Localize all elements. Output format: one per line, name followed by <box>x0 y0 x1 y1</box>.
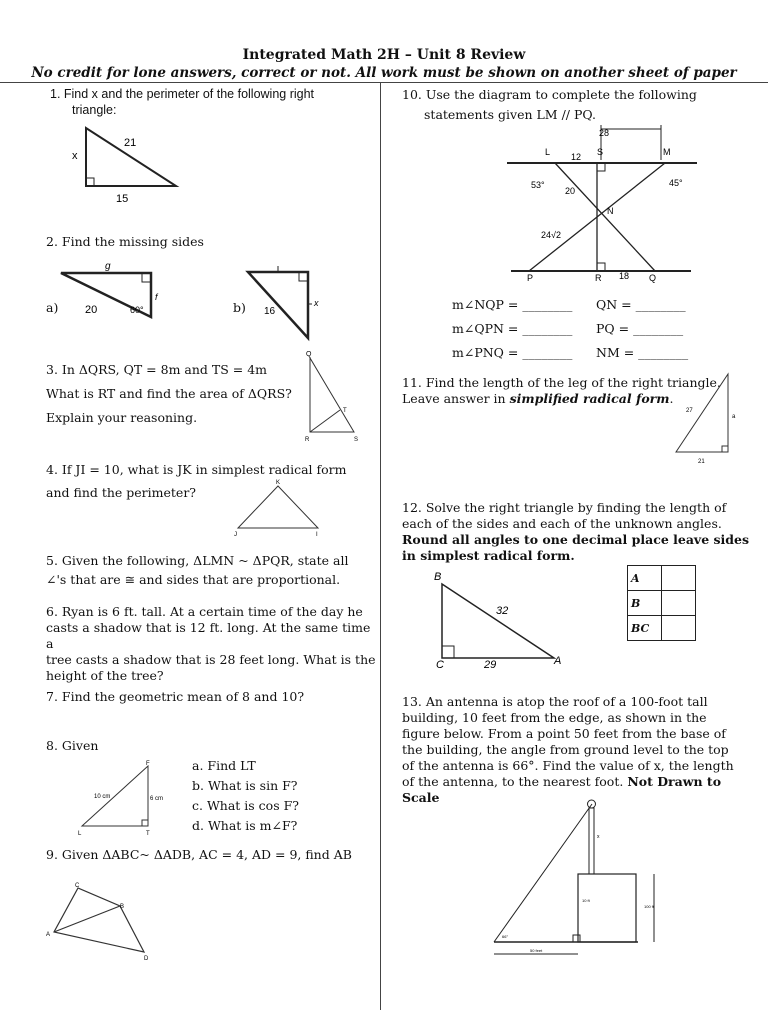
q10-blank-pq[interactable]: PQ = ________ <box>596 321 684 336</box>
q11-figure <box>670 370 750 470</box>
q10-blank-qpn[interactable]: m∠QPN = ________ <box>452 321 573 336</box>
page-title: Integrated Math 2H – Unit 8 Review <box>242 47 526 63</box>
q2b-right-angle <box>299 272 308 281</box>
q13-line1: 13. An antenna is atop the roof of a 100-foot tall <box>402 694 708 709</box>
q10-blanks-left <box>452 293 572 365</box>
q8-part-b: b. What is sin F? <box>192 778 298 793</box>
q13-label-10: 10 ft <box>582 898 590 903</box>
q13-right-angle <box>573 935 580 942</box>
q12-line1: 12. Solve the right triangle by finding the length of <box>402 500 727 515</box>
q2b-triangle <box>248 272 308 338</box>
q8-text: 8. Given <box>46 738 99 753</box>
q4-line2: and find the perimeter? <box>46 485 197 500</box>
q11-triangle <box>676 374 728 452</box>
q9-label-a: A <box>46 932 51 938</box>
q13-line6: of the antenna, to the nearest foot. <box>402 774 624 789</box>
page-subtitle: No credit for lone answers, correct or not. All work must be shown on another sheet of paper <box>31 65 737 81</box>
q4-label-i: I <box>316 532 318 538</box>
q12-label-c: C <box>436 659 444 670</box>
q3-label-q: Q <box>306 351 312 358</box>
q12-triangle <box>442 584 554 658</box>
q13-label-50: 50 feet <box>530 948 543 953</box>
q3-label-r: R <box>305 437 310 443</box>
q10-label-45: 45° <box>669 178 683 188</box>
q8-part-c: c. What is cos F? <box>192 798 299 813</box>
q5-line1: 5. Given the following, ΔLMN ~ ΔPQR, state all <box>46 553 349 568</box>
q6-line4: height of the tree? <box>46 668 164 683</box>
q8-label-t: T <box>146 831 150 837</box>
q12-table-row-bc: BC <box>628 616 662 641</box>
q1-label-x: x <box>72 150 78 162</box>
q6-line3: tree casts a shadow that is 28 feet long. What is the <box>46 652 376 667</box>
q12-label-a: A <box>554 655 562 667</box>
q10-text <box>402 85 762 125</box>
q9-diagonal <box>54 906 120 932</box>
q2b-figure <box>240 262 340 342</box>
q6-line1: 6. Ryan is 6 ft. tall. At a certain time of the day he <box>46 604 363 619</box>
q2b-label-side: 16 <box>264 306 276 317</box>
q9-label-c: C <box>75 883 80 889</box>
q3-line3: Explain your reasoning. <box>46 410 198 425</box>
q12-text <box>402 500 762 564</box>
q12-line3: Round all angles to one decimal place leave sides <box>402 532 750 547</box>
q4-triangle <box>238 486 318 528</box>
q12-figure <box>430 568 570 670</box>
q13-label-100: 100 ft <box>644 904 655 909</box>
q9-label-d: D <box>144 956 149 962</box>
q13-building <box>578 874 636 942</box>
q1-label-base: 15 <box>116 193 129 205</box>
q9-figure <box>40 880 160 965</box>
q13-line6-wrap <box>402 774 762 790</box>
q4-figure <box>228 476 328 538</box>
q10-label-20: 20 <box>565 186 576 196</box>
q10-figure <box>505 125 705 285</box>
q1-line2: triangle: <box>72 103 117 117</box>
q10-label-12: 12 <box>571 152 582 162</box>
q6-text <box>46 604 376 684</box>
header-divider <box>0 82 768 83</box>
q9-text: 9. Given ΔABC~ ΔADB, AC = 4, AD = 9, find AB <box>46 847 352 862</box>
q11-line2-plain: Leave answer in <box>402 391 510 406</box>
q13-scale: Scale <box>402 790 440 805</box>
q1-label-hyp: 21 <box>124 137 137 149</box>
q11-line2-end: . <box>669 391 674 406</box>
q8-label-leg: 6 cm <box>150 796 164 802</box>
q10-blanks-right <box>596 293 688 365</box>
q12-right-angle <box>442 646 454 658</box>
q8-label-f: F <box>146 761 150 767</box>
q10-label-p: P <box>527 273 534 283</box>
q13-line2: building, 10 feet from the edge, as shown in the <box>402 710 707 725</box>
q10-label-s: S <box>597 147 604 157</box>
q2-a-label: a) <box>46 300 59 315</box>
q4-label-k: K <box>276 480 281 486</box>
q10-blank-nqp[interactable]: m∠NQP = ________ <box>452 297 573 312</box>
q10-transversal-lq <box>555 163 655 271</box>
q10-blank-nm[interactable]: NM = ________ <box>596 345 689 360</box>
q10-line1: 10. Use the diagram to complete the following <box>402 87 697 102</box>
q2a-label-f: f <box>155 292 158 302</box>
q13-line3: figure below. From a point 50 feet from the base of <box>402 726 726 741</box>
q5-line2: ∠'s that are ≅ and sides that are proportional. <box>46 572 341 587</box>
q1-text <box>50 86 370 118</box>
q4-line1: 4. If JI = 10, what is JK in simplest radical form <box>46 462 347 477</box>
q10-label-24: 24√2 <box>541 230 561 240</box>
q6-line2: casts a shadow that is 12 ft. long. At the same time a <box>46 620 371 651</box>
q2a-label-g: g <box>105 261 111 272</box>
q9-label-b: B <box>120 904 125 910</box>
q8-figure <box>74 760 174 840</box>
q3-altitude <box>310 410 340 432</box>
q12-table-cell-bc[interactable] <box>662 616 696 641</box>
q2-b-label: b) <box>233 300 246 315</box>
q3-line1: 3. In ΔQRS, QT = 8m and TS = 4m <box>46 362 268 377</box>
q11-label-a: a <box>732 414 736 420</box>
q1-line1: 1. Find x and the perimeter of the following right <box>50 87 315 101</box>
q12-line2: each of the sides and each of the unknown angles. <box>402 516 722 531</box>
q5-text <box>46 551 376 589</box>
q3-line2: What is RT and find the area of ΔQRS? <box>46 386 292 401</box>
q12-line4: in simplest radical form. <box>402 548 575 563</box>
q10-label-l: L <box>545 147 551 157</box>
q11-right-angle <box>722 446 728 452</box>
q12-label-base: 29 <box>484 659 497 670</box>
q12-table-cell-b[interactable] <box>662 591 696 616</box>
q8-label-hyp: 10 cm <box>94 794 111 800</box>
q13-figure <box>488 794 668 966</box>
q11-label-hyp: 27 <box>686 408 693 414</box>
q12-label-hyp: 32 <box>496 605 509 617</box>
q13-label-angle: 66° <box>502 934 509 939</box>
q1-triangle-figure <box>60 120 210 210</box>
q10-line2: statements given LM // PQ. <box>424 107 596 122</box>
q2a-right-angle <box>142 273 151 282</box>
q8-parts <box>192 756 299 836</box>
q2a-label-hyp: 20 <box>85 304 98 316</box>
q10-blank-qn[interactable]: QN = ________ <box>596 297 686 312</box>
q3-triangle <box>310 358 354 432</box>
q3-text <box>46 358 306 430</box>
q7-text: 7. Find the geometric mean of 8 and 10? <box>46 689 305 704</box>
q2-text: 2. Find the missing sides <box>46 234 204 249</box>
column-divider <box>380 82 381 1010</box>
q3-figure <box>298 350 368 445</box>
q11-line1: 11. Find the length of the leg of the right triangle. <box>402 375 721 390</box>
q10-right-angle-r <box>597 263 605 271</box>
q8-part-d: d. What is m∠F? <box>192 818 298 833</box>
q10-label-r: R <box>595 273 602 283</box>
q4-label-j: J <box>234 532 237 538</box>
q13-line5: of the antenna is 66°. Find the value of x, the length <box>402 758 734 773</box>
q2a-figure <box>55 257 175 327</box>
q13-label-x: x <box>597 834 600 840</box>
q13-not-drawn: Not Drawn to <box>627 774 722 789</box>
q13-line4: the building, the angle from ground level to the top <box>402 742 729 757</box>
q2a-label-angle: 60° <box>130 305 144 315</box>
q3-label-s: S <box>354 437 359 443</box>
q8-label-l: L <box>78 831 82 837</box>
q12-table-cell-a[interactable] <box>662 566 696 591</box>
q13-text <box>402 694 762 806</box>
q3-label-t: T <box>343 408 347 414</box>
q11-label-base: 21 <box>698 459 705 465</box>
q11-line2-emph: simplified radical form <box>509 391 670 406</box>
q10-label-q: Q <box>649 273 657 283</box>
q9-quadrilateral <box>54 888 144 952</box>
q12-table-row-a: A <box>628 566 662 591</box>
q8-triangle <box>82 766 148 826</box>
q2b-label-x: x <box>314 298 319 308</box>
q1-right-angle <box>86 178 94 186</box>
q10-label-18: 18 <box>619 271 630 281</box>
q8-right-angle <box>142 820 148 826</box>
q12-answer-table <box>627 565 696 641</box>
q12-table-row-b: B <box>628 591 662 616</box>
q12-label-b: B <box>434 571 442 583</box>
q10-label-28: 28 <box>599 128 610 138</box>
q10-blank-pnq[interactable]: m∠PNQ = ________ <box>452 345 573 360</box>
q13-sight-line <box>494 804 592 942</box>
q10-right-angle-s <box>597 163 605 171</box>
q10-label-m: M <box>663 147 671 157</box>
q8-part-a: a. Find LT <box>192 758 256 773</box>
q13-antenna <box>589 808 594 874</box>
q10-label-n: N <box>607 206 614 216</box>
q10-label-53: 53° <box>531 180 545 190</box>
